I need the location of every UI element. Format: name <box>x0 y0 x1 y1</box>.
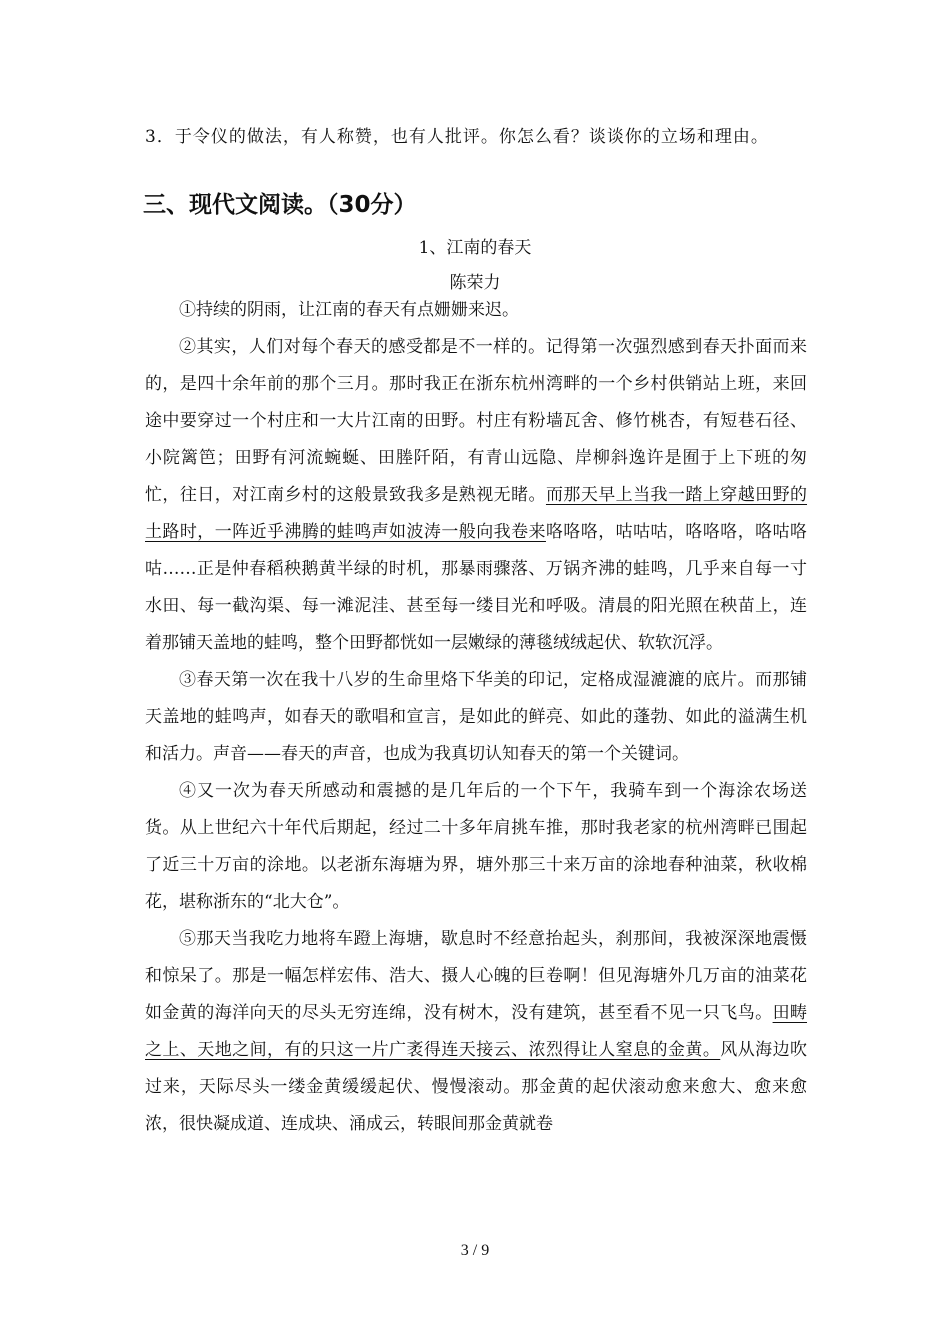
paragraph-text: 风从海边吹过来，天际尽头一缕金黄缓缓起伏、慢慢滚动。那金黄的起伏滚动愈来愈大、愈来愈浓，很快凝成道、连成块、涌成云，转眼间那金黄就卷 <box>145 1040 808 1134</box>
section-heading: 三、现代文阅读。（30分） <box>143 192 417 218</box>
page-number: 3 / 9 <box>460 1242 490 1259</box>
paragraph-2 <box>145 329 807 662</box>
paragraph-text: ①持续的阴雨，让江南的春天有点姗姗来迟。 <box>179 300 519 320</box>
paragraph-text: ④又一次为春天所感动和震撼的是几年后的一个下午，我骑车到一个海涂农场送货。从上世纪六十年代后期起，经过二十多年肩挑车推，那时我老家的杭州湾畔已围起了近三十万亩的涂地。以老浙东海塘为界，塘外那三十来万亩的涂地春种油菜，秋收棉花，堪称浙东的“北大仓”。 <box>145 781 807 912</box>
paragraph-text: 咯咯咯，咕咕咕，咯咯咯，咯咕咯咕……正是仲春稻秧鹅黄半绿的时机，那暴雨骤落、万锅齐沸的蛙鸣，几乎来自每一寸水田、每一截沟渠、每一滩泥洼、甚至每一缕目光和呼吸。清晨的阳光照在秧苗上，连着那铺天盖地的蛙鸣，整个田野都恍如一层嫩绿的薄毯绒绒起伏、软软沉浮。 <box>145 522 808 653</box>
article-title: 1、江南的春天 <box>418 238 532 258</box>
paragraph-1 <box>145 292 807 329</box>
underlined-sentence-2: 田畴之上、天地之间，有的只这一片广袤得连天接云、浓烈得让人窒息的金黄。 <box>145 1003 808 1060</box>
paragraph-text: ③春天第一次在我十八岁的生命里烙下华美的印记，定格成湿漉漉的底片。而那铺天盖地的蛙鸣声，如春天的歌唱和宣言，是如此的鲜亮、如此的蓬勃、如此的溢满生机和活力。声音——春天的声音，也成为我真切认知春天的第一个关键词。 <box>145 670 807 764</box>
underlined-sentence-1: 而那天早上当我一踏上穿越田野的土路时，一阵近乎沸腾的蛙鸣声如波涛一般向我卷来 <box>145 485 808 542</box>
question-3: 3．于令仪的做法，有人称赞，也有人批评。你怎么看？谈谈你的立场和理由。 <box>145 127 769 147</box>
paragraph-5 <box>145 921 807 1143</box>
article-body <box>145 292 807 1143</box>
paragraph-4 <box>145 773 807 921</box>
article-author: 陈荣力 <box>449 273 501 293</box>
paragraph-text: ②其实，人们对每个春天的感受都是不一样的。记得第一次强烈感到春天扑面而来的，是四十余年前的那个三月。那时我正在浙东杭州湾畔的一个乡村供销站上班，来回途中要穿过一个村庄和一大片江南的田野。村庄有粉墙瓦舍、修竹桃杏，有短巷石径、小院篱笆；田野有河流蜿蜒、田塍阡陌，有青山远隐、岸柳斜逸许是囿于上下班的匆忙，往日，对江南乡村的这般景致我多是熟视无睹。 <box>145 337 807 505</box>
paragraph-text: ⑤那天当我吃力地将车蹬上海塘，歇息时不经意抬起头，刹那间，我被深深地震慑和惊呆了。那是一幅怎样宏伟、浩大、摄人心魄的巨卷啊！但见海塘外几万亩的油菜花如金黄的海洋向天的尽头无穷连绵，没有树木，没有建筑，甚至看不见一只飞鸟。 <box>145 929 807 1023</box>
paragraph-3 <box>145 662 807 773</box>
